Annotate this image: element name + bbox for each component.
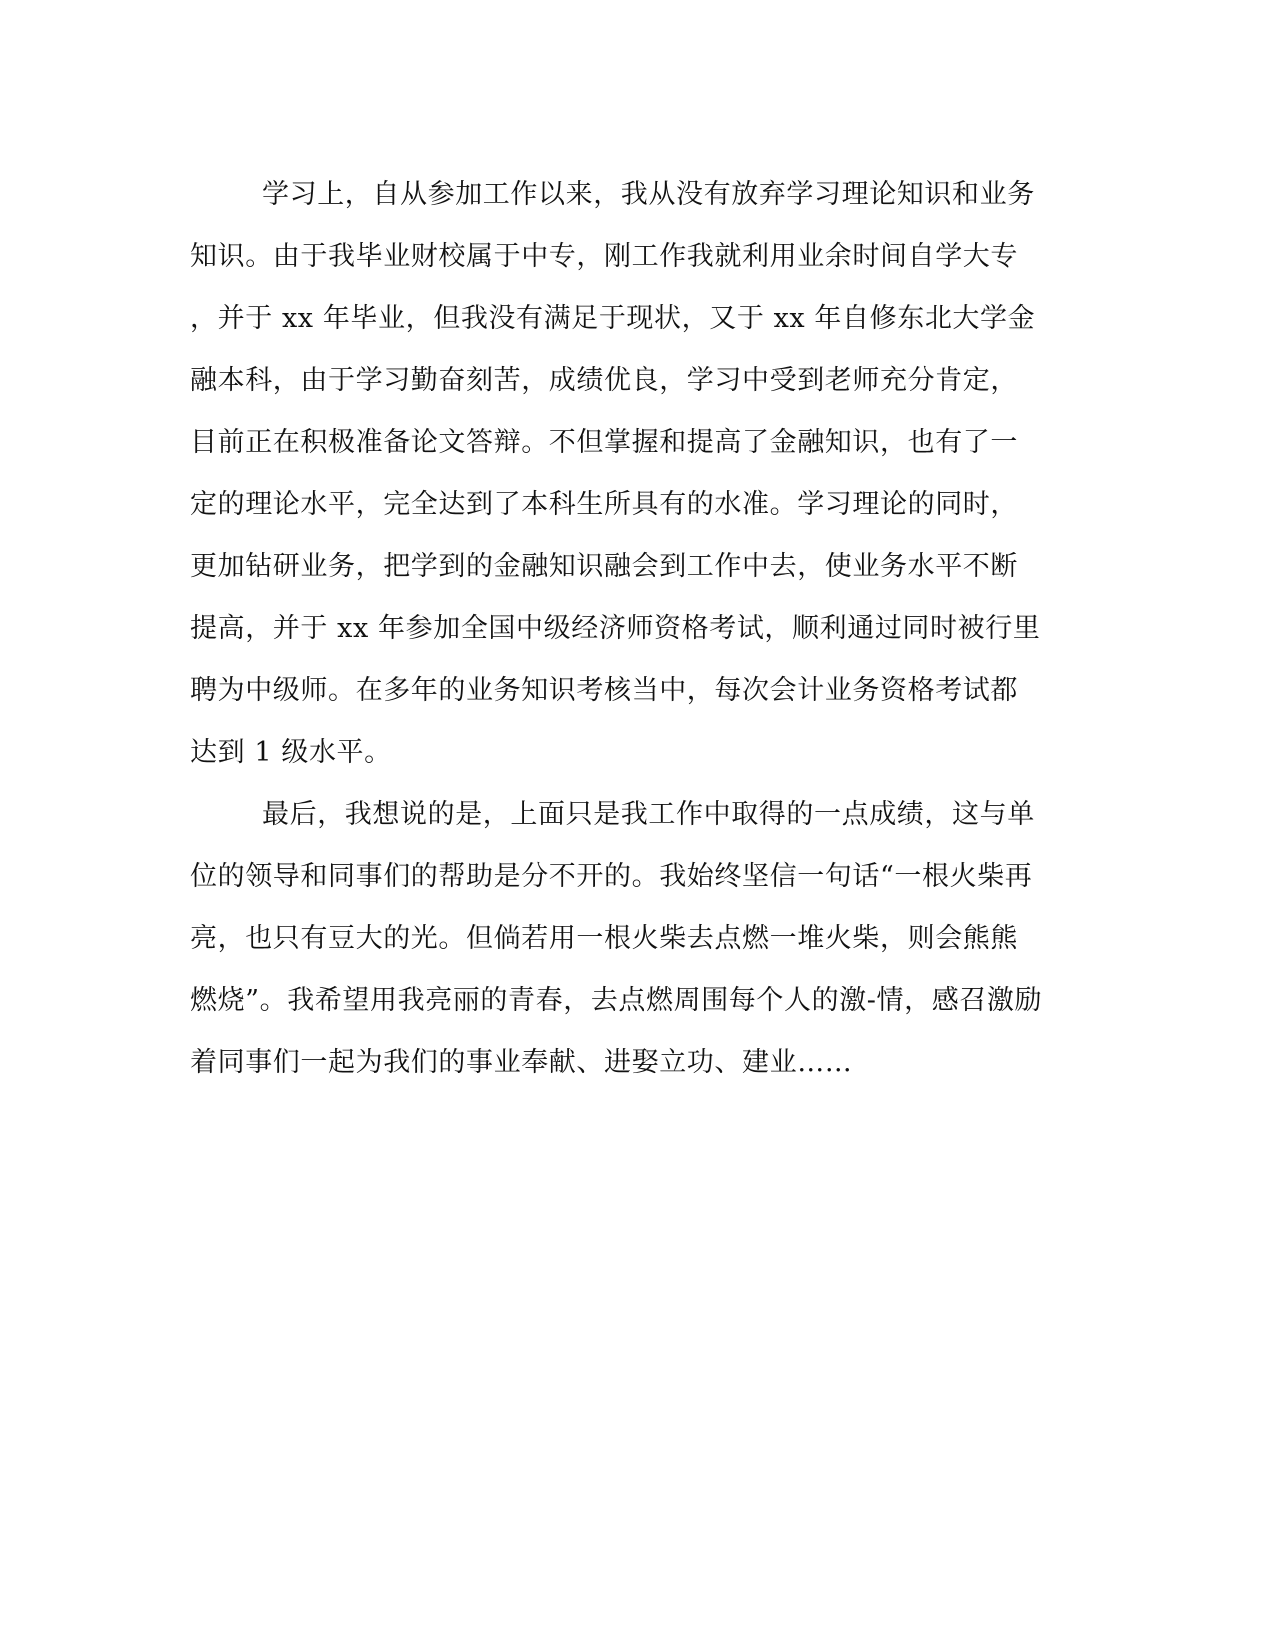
text-line: 燃烧”。我希望用我亮丽的青春，去点燃周围每个人的激-情，感召激励 — [190, 985, 1043, 1016]
text-line: 亮，也只有豆大的光。但倘若用一根火柴去点燃一堆火柴，则会熊熊 — [190, 923, 1018, 954]
text-line: 学习上，自从参加工作以来，我从没有放弃学习理论知识和业务 — [262, 179, 1035, 210]
text-line: 着同事们一起为我们的事业奉献、进娶立功、建业…… — [190, 1047, 853, 1078]
text-line: 更加钻研业务，把学到的金融知识融会到工作中去，使业务水平不断 — [190, 551, 1018, 582]
text-line: 最后，我想说的是，上面只是我工作中取得的一点成绩，这与单 — [262, 799, 1035, 830]
text-line: 知识。由于我毕业财校属于中专，刚工作我就利用业余时间自学大专 — [190, 241, 1018, 272]
text-line: 达到 1 级水平。 — [190, 737, 392, 768]
text-line: 目前正在积极准备论文答辩。不但掌握和提高了金融知识，也有了一 — [190, 427, 1018, 458]
document-body — [190, 164, 1080, 1094]
paragraph-study — [190, 164, 1080, 784]
text-line: 聘为中级师。在多年的业务知识考核当中，每次会计业务资格考试都 — [190, 675, 1018, 706]
text-line: 位的领导和同事们的帮助是分不开的。我始终坚信一句话“一根火柴再 — [190, 861, 1033, 892]
text-line: 融本科，由于学习勤奋刻苦，成绩优良，学习中受到老师充分肯定， — [190, 365, 1018, 396]
paragraph-conclusion — [190, 784, 1080, 1094]
text-line: 提高，并于 xx 年参加全国中级经济师资格考试，顺利通过同时被行里 — [190, 613, 1041, 644]
text-line: ，并于 xx 年毕业，但我没有满足于现状，又于 xx 年自修东北大学金 — [190, 303, 1036, 334]
text-line: 定的理论水平，完全达到了本科生所具有的水准。学习理论的同时， — [190, 489, 1018, 520]
